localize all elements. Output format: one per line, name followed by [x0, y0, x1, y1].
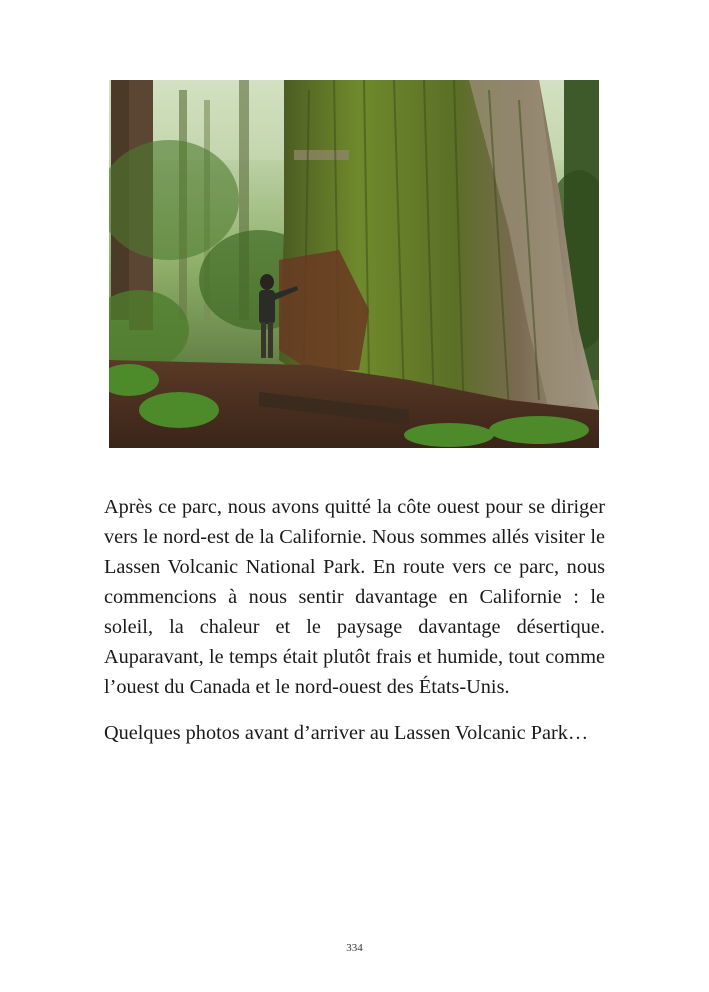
paragraph: Quelques photos avant d’arriver au Lassen Volcanic Park…: [104, 722, 589, 744]
paragraph: Après ce parc, nous avons quitté la côte ouest pour se diriger vers le nord-est de la Californie. Nous sommes allés visiter le Lassen Volcanic National Park. En route vers ce parc, nous commencions à nous sentir davantage en Californie : le soleil, la chaleur et le paysage davantage désertique. Auparavant, le temps était plutôt frais et humide, tout comme l’ouest du Canada et le nord-ouest des États-Unis.: [104, 496, 605, 698]
body-text: [104, 492, 605, 764]
page-number: 334: [346, 942, 363, 954]
redwood-forest-photo: [109, 80, 599, 448]
